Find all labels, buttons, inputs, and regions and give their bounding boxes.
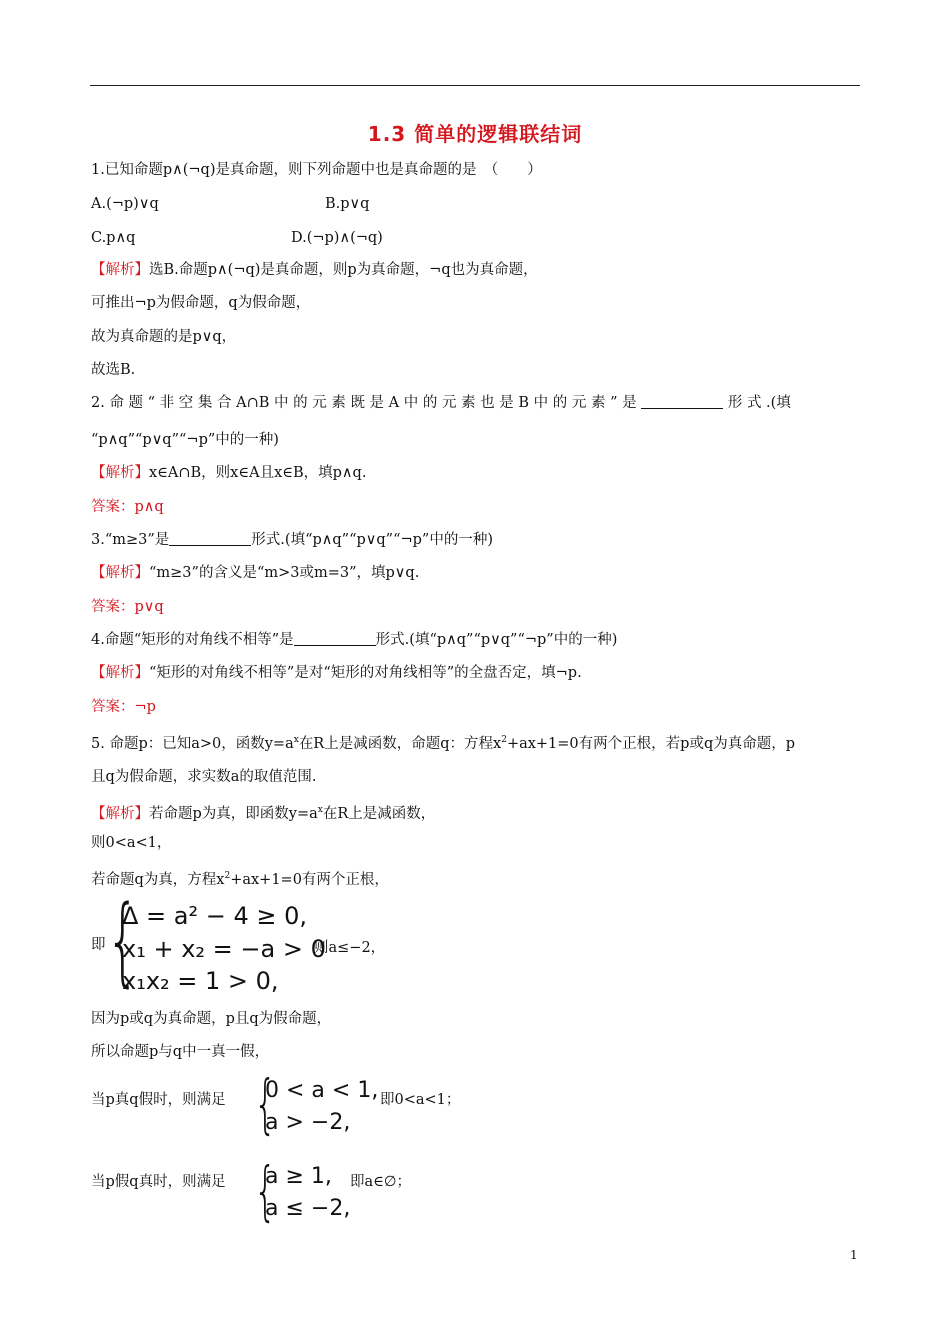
q5-stem-part-a: 5. 命题p：已知a>0，函数y=a [91, 735, 294, 752]
solution-tag: 【解析】 [91, 805, 149, 822]
q3-answer-blank [169, 531, 251, 546]
q1-solution-line2: 可推出¬p为假命题，q为假命题， [91, 295, 311, 311]
q5-stem-part-c: +ax+1=0有两个正根，若p或q为真命题，p [506, 735, 796, 752]
case2-suffix: 即a∈∅； [350, 1174, 412, 1190]
q1-stem: 1.已知命题p∧(¬q)是真命题，则下列命题中也是真命题的是 （ ） [91, 162, 542, 178]
q4-stem [91, 630, 617, 650]
left-brace-icon: { [106, 885, 140, 997]
sys1-prefix: 即 [91, 937, 106, 953]
page-number: 1 [850, 1248, 858, 1262]
q1-option-c: C.p∧q [91, 230, 136, 246]
left-brace-icon: { [254, 1068, 277, 1142]
q1-option-a: A.(¬p)∨q [91, 196, 159, 212]
solution-tag: 【解析】 [91, 465, 149, 481]
q2-solution-text: x∈A∩B，则x∈A且x∈B，填p∧q. [149, 465, 367, 481]
q2-solution [91, 463, 366, 483]
q3-stem-part-b: 形式.(填“p∧q”“p∨q”“¬p”中的一种) [251, 532, 493, 548]
q2-stem [91, 393, 791, 413]
q1-solution-text: 选B.命题p∧(¬q)是真命题，则p为真命题，¬q也为真命题， [149, 262, 538, 278]
case1-row2: a > −2, [265, 1110, 351, 1135]
q4-solution-text: “矩形的对角线不相等”是对“矩形的对角线相等”的全盘否定，填¬p. [149, 665, 582, 681]
q1-solution-line3: 故为真命题的是p∨q， [91, 329, 237, 345]
case1-suffix: 即0<a<1； [380, 1092, 461, 1108]
case2-row2: a ≤ −2, [265, 1196, 351, 1221]
q3-solution-text: “m≥3”的含义是“m>3或m=3”，填p∨q. [149, 565, 420, 581]
q4-stem-part-a: 4.命题“矩形的对角线不相等”是 [91, 632, 294, 648]
q5-stem [91, 730, 795, 754]
q3-stem-part-a: 3.“m≥3”是 [91, 532, 170, 548]
case2-prefix: 当p假q真时，则满足 [91, 1174, 226, 1190]
q2-stem-part-b: 形 式 .(填 [727, 395, 791, 411]
q5-stem-part-b: 在R上是减函数，命题q：方程x [298, 735, 502, 752]
q3-solution [91, 563, 419, 583]
q5-solution-line5: 所以命题p与q中一真一假， [91, 1044, 270, 1060]
q2-stem-line2: “p∧q”“p∨q”“¬p”中的一种) [91, 432, 279, 448]
q5-stem-line2: 且q为假命题，求实数a的取值范围. [91, 769, 317, 785]
solution-tag: 【解析】 [91, 665, 149, 681]
q5-solution-line4: 因为p或q为真命题，p且q为假命题， [91, 1011, 332, 1027]
case1-row1: 0 < a < 1, [265, 1078, 379, 1103]
q1-solution-line1 [91, 260, 538, 280]
q5-sol3-part-a: 若命题q为真，方程x [91, 871, 225, 888]
q5-sol3-sup: 2 [224, 871, 231, 881]
q1-option-d: D.(¬p)∧(¬q) [291, 230, 383, 246]
q4-stem-part-b: 形式.(填“p∧q”“p∨q”“¬p”中的一种) [375, 632, 618, 648]
sys1-suffix: 则a≤−2， [314, 940, 386, 956]
sys1-row2: x₁ + x₂ = −a > 0 [122, 935, 326, 963]
q4-solution [91, 663, 582, 683]
q1-solution-line4: 故选B. [91, 362, 136, 378]
q2-answer-blank [641, 394, 723, 409]
q5-sol1-part-b: 在R上是减函数， [322, 805, 436, 822]
q2-answer: 答案：p∧q [91, 499, 164, 515]
q5-sol1-sup: x [317, 805, 323, 815]
q5-solution-line1 [91, 800, 435, 824]
q4-answer-blank [294, 631, 376, 646]
case1-prefix: 当p真q假时，则满足 [91, 1092, 226, 1108]
page-title: 1.3 简单的逻辑联结词 [367, 122, 583, 146]
left-brace-icon: { [254, 1155, 277, 1229]
solution-tag: 【解析】 [91, 262, 149, 278]
q3-answer: 答案：p∨q [91, 599, 164, 615]
q5-solution-line2: 则0<a<1， [91, 835, 172, 851]
q1-option-b: B.p∨q [325, 196, 370, 212]
solution-tag: 【解析】 [91, 565, 149, 581]
sys1-row3: x₁x₂ = 1 > 0, [122, 967, 279, 995]
q5-stem-sup1: x [293, 735, 299, 745]
q3-stem [91, 530, 493, 550]
q5-stem-sup2: 2 [501, 735, 507, 745]
q2-stem-part-a: 2. 命 题 “ 非 空 集 合 A∩B 中 的 元 素 既 是 A 中 的 元 素 也 是 B 中 的 元 素 ” 是 [91, 395, 637, 411]
q5-sol3-part-b: +ax+1=0有两个正根， [230, 871, 389, 888]
sys1-row1: Δ = a² − 4 ≥ 0, [122, 902, 308, 930]
q4-answer: 答案：¬p [91, 699, 156, 715]
case2-row1: a ≥ 1, [265, 1164, 332, 1189]
header-rule [90, 85, 860, 86]
q5-sol1-part-a: 若命题p为真，即函数y=a [149, 805, 318, 822]
